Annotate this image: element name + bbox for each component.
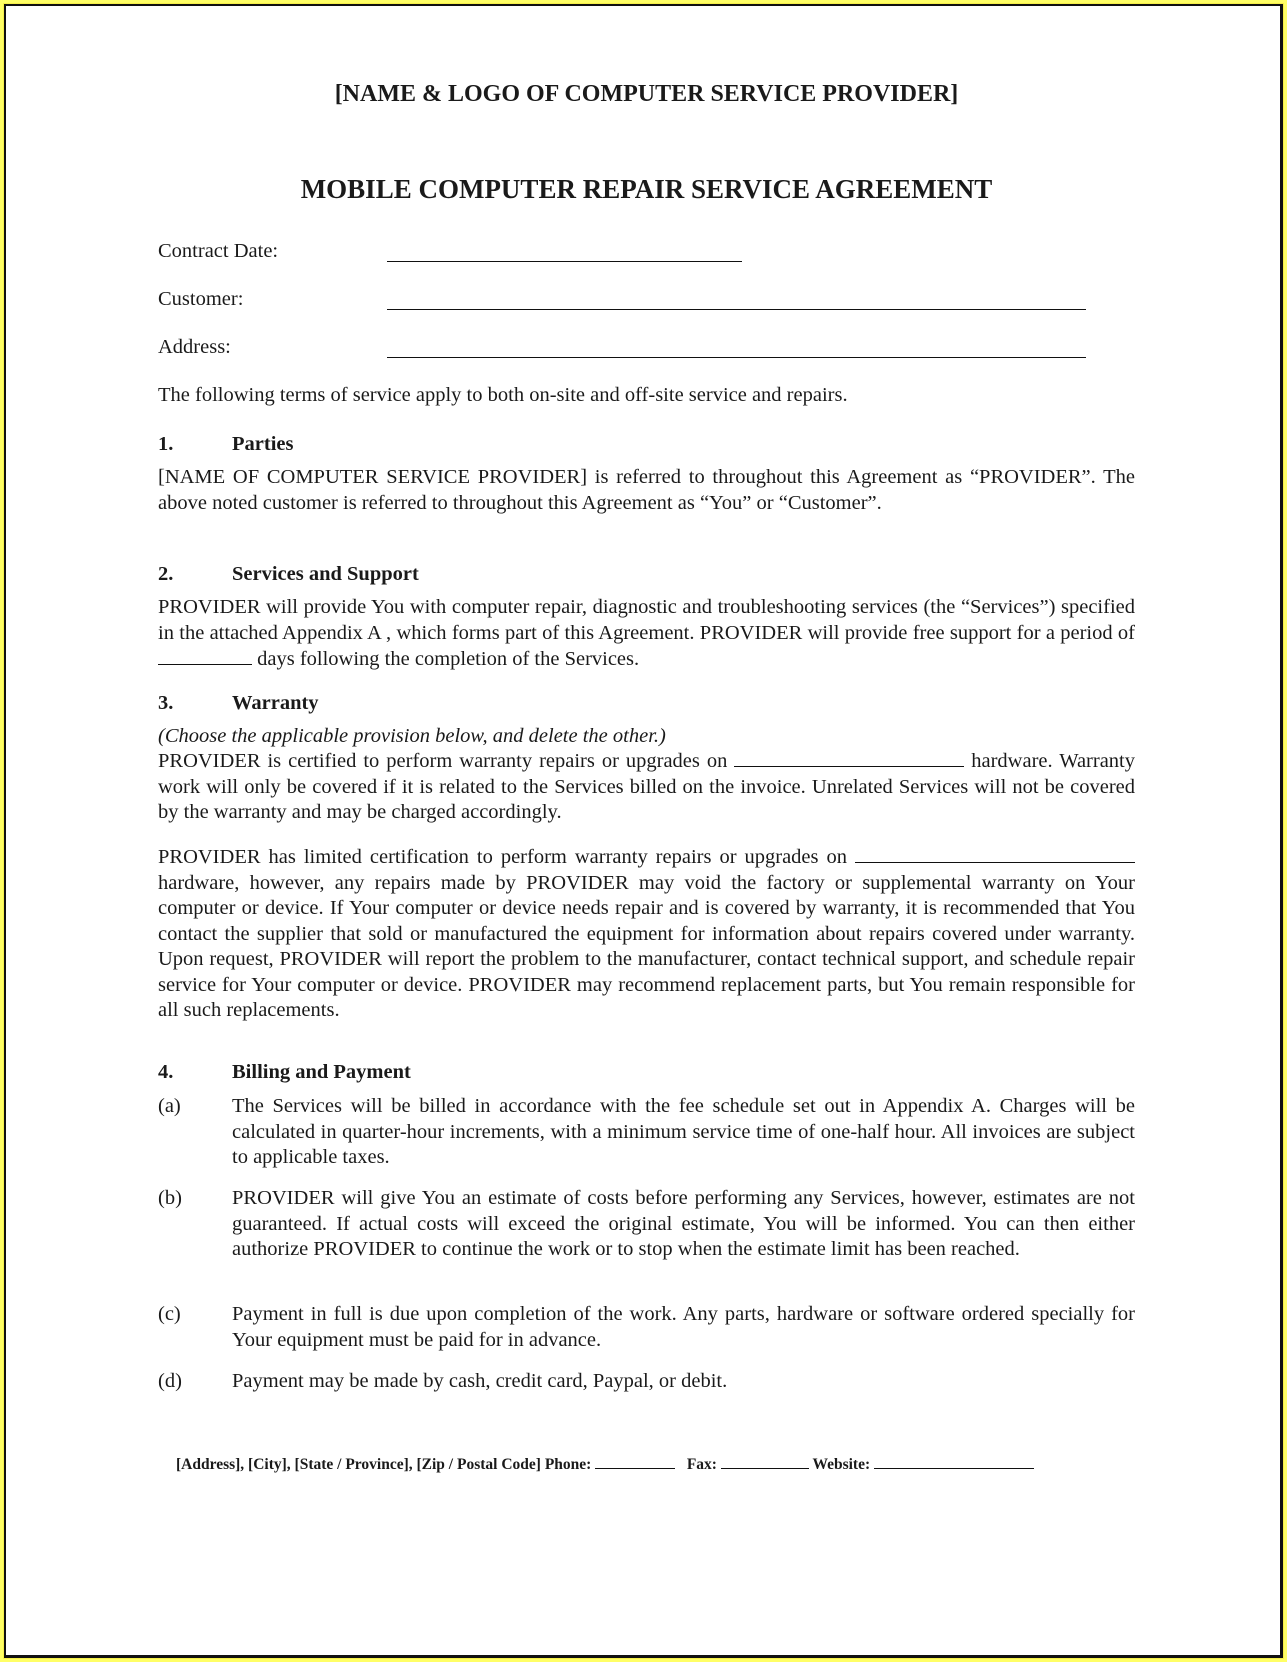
section-number: 4. xyxy=(158,1061,174,1083)
section-number: 3. xyxy=(158,692,174,714)
warranty-option-text: hardware. Warranty work will only be covered if it is related to the Services billed on the invoice. Unrelated Services will not be covered by the warranty and may be charged accordingly. xyxy=(158,750,1135,823)
phone-blank[interactable] xyxy=(595,1454,675,1469)
contract-date-label: Contract Date: xyxy=(158,240,279,262)
section-3-heading xyxy=(158,691,319,717)
agreement-title: MOBILE COMPUTER REPAIR SERVICE AGREEMENT xyxy=(300,174,993,204)
fax-blank[interactable] xyxy=(721,1454,809,1469)
warranty-option-text: PROVIDER is certified to perform warranty repairs or upgrades on xyxy=(158,750,735,772)
footer-fax-label: Fax: xyxy=(686,1456,717,1473)
section-2-heading xyxy=(158,562,419,588)
warranty-option-text: PROVIDER has limited certification to perform warranty repairs or upgrades on xyxy=(158,846,855,868)
section-2-text xyxy=(158,595,1135,673)
section-2-text-part: PROVIDER will provide You with computer repair, diagnostic and troubleshooting services (the “Services”) specified in the attached Appendix A , which forms part of this Agreement. PROVIDER will provide free support for a period of xyxy=(158,596,1135,644)
item-text: Payment in full is due upon completion of the work. Any parts, hardware or software ordered specially for Your equipment must be paid for in advance. xyxy=(232,1303,1135,1351)
footer-phone-label: Phone: xyxy=(544,1456,592,1473)
item-text: Payment may be made by cash, credit card, Paypal, or debit. xyxy=(232,1370,728,1392)
section-title: Billing and Payment xyxy=(232,1061,411,1083)
footer-website-label: Website: xyxy=(812,1456,871,1473)
limited-hardware-blank[interactable] xyxy=(855,844,1135,863)
customer-blank[interactable] xyxy=(387,309,1086,310)
address-blank[interactable] xyxy=(387,357,1086,358)
contract-date-blank[interactable] xyxy=(387,261,742,262)
item-text: PROVIDER will give You an estimate of costs before performing any Services, however, estimates are not guaranteed. If actual costs will exceed the original estimate, You will be informed. You can then either authorize PROVIDER to continue the work or to stop when the estimate limit has been reached. xyxy=(232,1187,1135,1260)
section-4-heading xyxy=(158,1060,411,1086)
section-title: Warranty xyxy=(232,692,319,714)
footer-address: [Address], [City], [State / Province], [Zip / Postal Code] xyxy=(176,1456,541,1473)
item-label: (c) xyxy=(158,1303,181,1325)
warranty-option-text: hardware, however, any repairs made by PROVIDER may void the factory or supplemental warranty on Your computer or device. If Your computer or device needs repair and is covered by warranty, it is recommended that You contact the supplier that sold or manufactured the equipment for information about repairs covered under warranty. Upon request, PROVIDER will report the problem to the manufacturer, contact technical support, and schedule repair service for Your computer or device. PROVIDER may recommend replacement parts, but You remain responsible for all such replacements. xyxy=(158,871,1135,1021)
certified-hardware-blank[interactable] xyxy=(734,748,964,767)
warranty-option-certified xyxy=(158,748,1135,826)
item-label: (d) xyxy=(158,1370,182,1392)
intro-text: The following terms of service apply to both on-site and off-site service and repairs. xyxy=(158,384,848,406)
section-1-heading xyxy=(158,432,293,458)
section-2-text-part: days following the completion of the Services. xyxy=(252,648,640,670)
warranty-instruction-note: (Choose the applicable provision below, and delete the other.) xyxy=(158,725,666,747)
section-title: Parties xyxy=(232,433,294,455)
footer-contact-line xyxy=(176,1452,1034,1478)
website-blank[interactable] xyxy=(874,1454,1034,1469)
section-title: Services and Support xyxy=(232,563,419,585)
item-text: The Services will be billed in accordance with the fee schedule set out in Appendix A. Charges will be calculated in quarter-hour increments, with a minimum service time of one-half hour. All invoices are subject to applicable taxes. xyxy=(232,1095,1135,1168)
address-label: Address: xyxy=(158,336,231,358)
support-days-blank[interactable] xyxy=(158,646,252,665)
section-1-text: [NAME OF COMPUTER SERVICE PROVIDER] is referred to throughout this Agreement as “PROVIDER”. The above noted customer is referred to throughout this Agreement as “You” or “Customer”. xyxy=(158,466,1135,514)
item-label: (b) xyxy=(158,1187,182,1209)
item-label: (a) xyxy=(158,1095,181,1117)
provider-name-logo-placeholder: [NAME & LOGO OF COMPUTER SERVICE PROVIDER] xyxy=(334,81,959,107)
customer-label: Customer: xyxy=(158,288,244,310)
document-page xyxy=(4,4,1283,1658)
section-number: 1. xyxy=(158,433,174,455)
warranty-option-limited xyxy=(158,844,1135,1024)
section-number: 2. xyxy=(158,563,174,585)
